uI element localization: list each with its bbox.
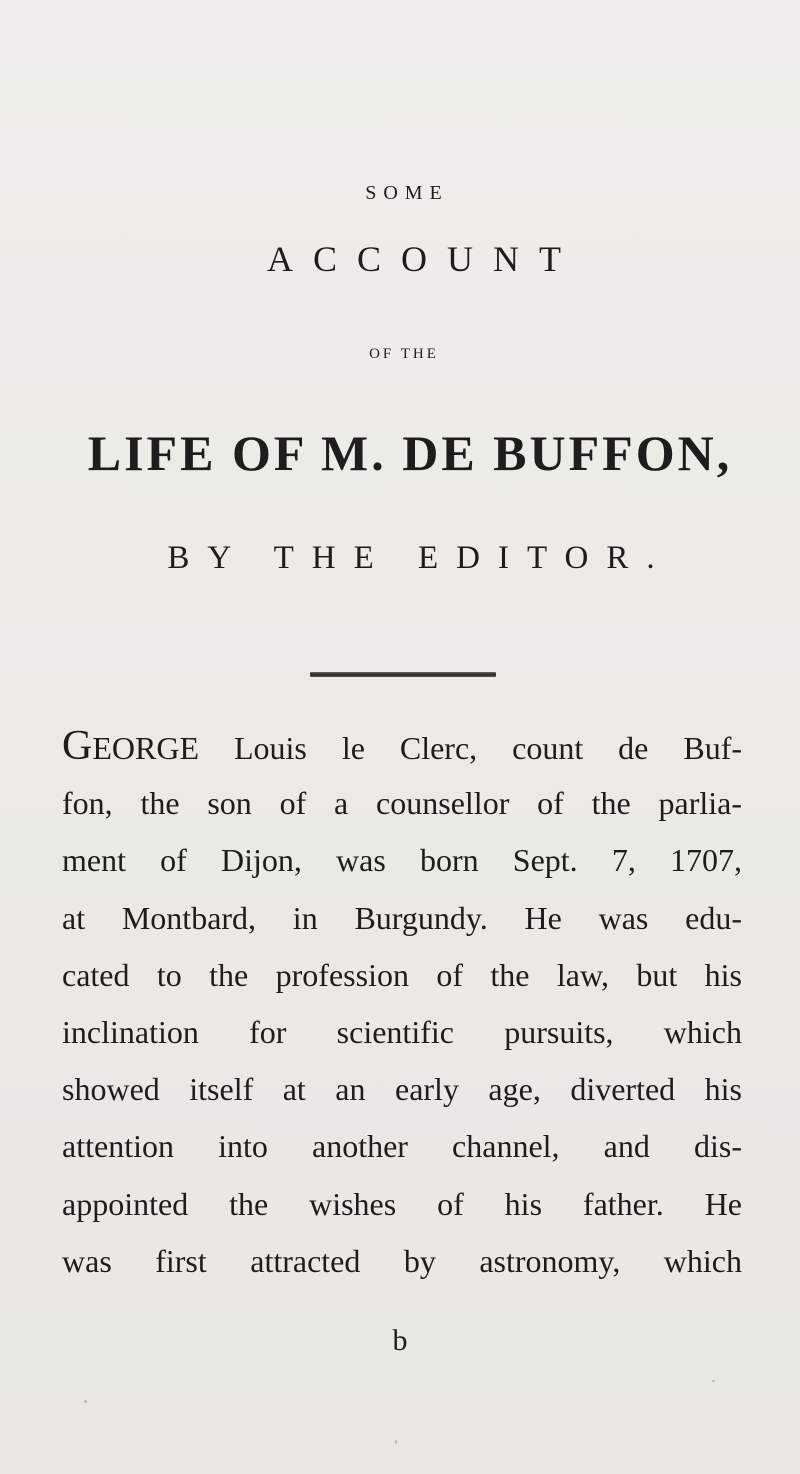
text-line: at Montbard, in Burgundy. He was edu- [62, 899, 742, 936]
decorative-rule [310, 672, 496, 677]
body-paragraph [62, 718, 742, 1290]
text-line: inclination for scientific pursuits, which [62, 1013, 742, 1050]
heading-account: ACCOUNT [266, 239, 581, 279]
paper-speck [84, 1400, 87, 1403]
text-line: ment of Dijon, was born Sept. 7, 1707, [62, 842, 742, 879]
signature-mark: b [392, 1324, 408, 1357]
paper-speck [712, 1380, 715, 1382]
line-text: Louis le Clerc, count de Buf- [199, 730, 742, 766]
text-line: showed itself at an early age, diverted his [62, 1071, 742, 1108]
first-word-rest: EORGE [92, 730, 199, 766]
text-line: was first attracted by astronomy, which [62, 1242, 742, 1279]
text-line: cated to the profession of the law, but his [62, 956, 742, 993]
text-line: appointed the wishes of his father. He [62, 1185, 742, 1222]
text-line [62, 718, 742, 775]
text-line: attention into another channel, and dis- [62, 1128, 742, 1165]
heading-by-the-editor: BY THE EDITOR. [167, 540, 673, 576]
heading-life-of-buffon: LIFE OF M. DE BUFFON, [87, 425, 733, 481]
paper-speck [395, 1440, 397, 1444]
initial-letter: G [62, 723, 93, 769]
heading-some: SOME [365, 182, 449, 204]
text-line: fon, the son of a counsellor of the parlia- [62, 785, 742, 822]
heading-of-the: OF THE [369, 346, 439, 362]
